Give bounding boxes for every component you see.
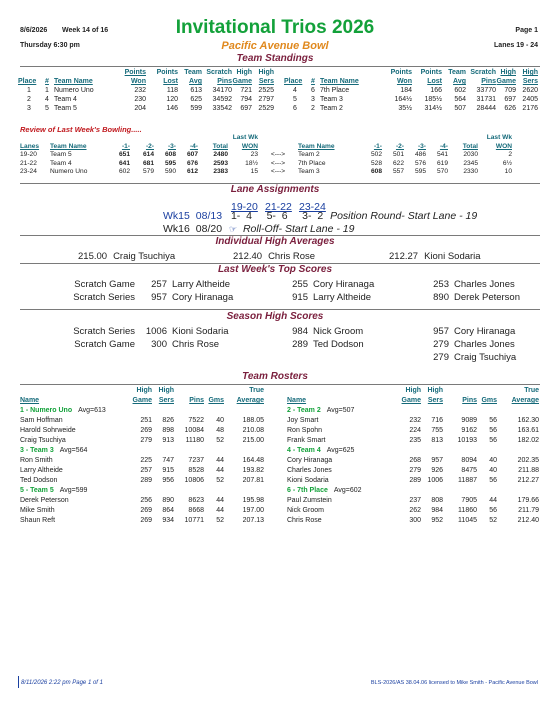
venue-name: Pacific Avenue Bowl xyxy=(221,40,329,52)
standings-heading: Team Standings xyxy=(236,53,314,64)
wk16-date: 08/20 xyxy=(195,223,223,235)
lane-link-19-20[interactable]: 19-20 xyxy=(231,201,258,213)
lane-link-21-22[interactable]: 21-22 xyxy=(265,201,292,213)
roster-row: Ron Spohn 224 755 9162 56 163.61 xyxy=(287,427,539,434)
col-place: Place xyxy=(18,78,37,85)
standings-row: 2 4 Team 4 230 120 625 34592 794 2797 xyxy=(27,96,274,103)
standings-right xyxy=(284,68,538,113)
wk16-note: Roll-Off- Start Lane - 19 xyxy=(242,223,355,235)
wk15-date: 08/13 xyxy=(195,210,223,222)
standings-table-left: Points Points Team Scratch High High Place # Team Name Won Lost Avg Pins Game Sers 1 1 Numero Uno 232 118 613 34170 721 2525 2 4 Team 4 230 120 625 34592 794 2797 3 5 Team 5 204 146 599 33542 697 2529 xyxy=(18,69,274,112)
rosters-heading: Team Rosters xyxy=(242,371,308,382)
col-team-name: Team Name xyxy=(54,78,93,85)
standings-row: 3 5 Team 5 204 146 599 33542 697 2529 xyxy=(27,105,274,112)
review-heading: Review of Last Week's Bowling..... xyxy=(20,125,142,134)
roster-row: Larry Altheide 257 915 8528 44 193.82 xyxy=(20,467,264,474)
week-label: Week 14 of 16 xyxy=(62,27,109,34)
roster-row: Mike Smith 269 864 8668 44 197.00 xyxy=(20,507,264,514)
roster-left xyxy=(20,386,264,526)
wk15-note: Position Round- Start Lane - 19 xyxy=(330,210,478,222)
standings-row: 5 3 Team 3 164½ 185½ 564 31731 697 2405 xyxy=(293,96,538,103)
score-row: Scratch Series 957 Cory Hiranaga 915 Larry Altheide 890 Derek Peterson xyxy=(73,292,521,303)
wk15-label: Wk15 xyxy=(163,210,190,222)
roster-row: Cory Hiranaga 268 957 8094 40 202.35 xyxy=(287,457,539,464)
divider xyxy=(20,309,540,310)
team-header: 1 - Numero Uno Avg=613 xyxy=(20,407,106,414)
individual-high-heading: Individual High Averages xyxy=(215,236,335,247)
standings-row: 4 6 7th Place 184 166 602 33770 709 2620 xyxy=(293,87,538,94)
pointing-hand-icon: ☞ xyxy=(228,224,238,234)
divider xyxy=(20,384,540,385)
team-header: 4 - Team 4 Avg=625 xyxy=(287,447,355,454)
roster-row: Craig Tsuchiya 279 913 11180 52 215.00 xyxy=(20,437,264,444)
roster-row: Ron Smith 225 747 7237 44 164.48 xyxy=(20,457,264,464)
review-row: 21-22 Team 4 641 681 595 676 2593 18½ <---> 7th Place 528 622 576 619 2345 6½ xyxy=(20,159,512,167)
score-row: 279 Craig Tsuchiya xyxy=(433,352,517,363)
printed-info: 8/11/2026 2:22 pm Page 1 of 1 xyxy=(21,680,103,686)
score-row: Scratch Game 257 Larry Altheide 255 Cory Hiranaga 253 Charles Jones xyxy=(74,279,515,290)
page-number: Page 1 xyxy=(515,27,538,34)
day-time: Thursday 6:30 pm xyxy=(20,42,80,49)
standings-left xyxy=(18,68,274,113)
license-info: BLS-2026/AS 38.04.06 licensed to Mike Smith - Pacific Avenue Bowl xyxy=(370,680,538,686)
roster-row: Ted Dodson 289 956 10806 52 207.81 xyxy=(20,477,264,484)
roster-row: Nick Groom 262 984 11860 56 211.79 xyxy=(287,507,539,514)
roster-row: Kioni Sodaria 289 1006 11887 56 212.27 xyxy=(287,477,539,484)
roster-row: Shaun Reft 269 934 10771 52 207.13 xyxy=(20,517,264,524)
roster-row: Sam Hoffman 251 826 7522 40 188.05 xyxy=(20,417,264,424)
report-title: Invitational Trios 2026 xyxy=(175,17,375,38)
roster-row: Paul Zumstein 237 808 7905 44 179.66 xyxy=(287,497,539,504)
team-header: 2 - Team 2 Avg=507 xyxy=(287,407,355,414)
standings-table-right: Points Points Team Scratch High High Place # Team Name Won Lost Avg Pins Game Sers 4 6 7th Place 184 166 602 33770 709 2620 5 3 Team 3 164½ 185½ 564 31731 697 2405 6 2 Team 2 35½ 314½ 507 28444 626 2176 xyxy=(284,69,538,112)
roster-row: Derek Peterson 256 890 8623 44 195.98 xyxy=(20,497,264,504)
review-row: 19-20 Team 5 651 614 608 607 2480 23 <---> Team 2 502 501 486 541 2030 2 xyxy=(20,151,512,158)
roster-row: Frank Smart 235 813 10193 56 182.02 xyxy=(287,437,539,444)
season-high-table xyxy=(20,325,516,364)
roster-table-left: High High True Name Game Sers Pins Gms Average 1 - Numero Uno Avg=613 Sam Hoffman 251 826 7522 40 188.05 Harold Sohrweide 269 898 10084 48 210.08 Craig Tsuchiya 279 913 11180 52 215.00 3 - Team 3 Avg=564 Ron Smith 225 747 7237 44 164.48 Larry Altheide 257 915 8528 44 193.82 Ted Dodson 289 956 10806 52 207.81 5 - Team 5 Avg=599 Derek Peterson 256 890 8623 44 195.98 Mike Smith 269 864 8668 44 197.00 Shaun Reft 269 934 10771 52 207.13 xyxy=(20,387,264,524)
roster-right xyxy=(287,386,539,526)
col-number: # xyxy=(45,78,49,85)
review-section xyxy=(20,134,512,177)
roster-row: Harold Sohrweide 269 898 10084 48 210.08 xyxy=(20,427,264,434)
top-scores-block xyxy=(20,278,520,304)
lane-link-23-24[interactable]: 23-24 xyxy=(299,201,326,213)
roster-row: Charles Jones 279 926 8475 40 211.88 xyxy=(287,467,539,474)
individual-high-item: 212.40 Chris Rose xyxy=(233,251,316,262)
report-date: 8/6/2026 xyxy=(20,27,48,34)
individual-high-item: 212.27 Kioni Sodaria xyxy=(389,251,481,262)
lanes-range: Lanes 19 - 24 xyxy=(494,42,538,49)
team-header: 6 - 7th Place Avg=602 xyxy=(287,487,362,494)
standings-row: 6 2 Team 2 35½ 314½ 507 28444 626 2176 xyxy=(293,105,538,112)
top-scores-heading: Last Week's Top Scores xyxy=(217,264,333,275)
season-high-heading: Season High Scores xyxy=(226,311,324,322)
wk15-row xyxy=(163,210,477,222)
season-high-block xyxy=(20,325,516,364)
assignments-heading: Lane Assignments xyxy=(230,184,320,195)
divider xyxy=(20,66,540,67)
wk16-label: Wk16 xyxy=(163,223,190,235)
roster-row: Joy Smart 232 716 9089 56 162.30 xyxy=(287,417,539,424)
team-header: 3 - Team 3 Avg=564 xyxy=(20,447,88,454)
team-header: 5 - Team 5 Avg=599 xyxy=(20,487,88,494)
roster-table-right: High High True Name Game Sers Pins Gms Average 2 - Team 2 Avg=507 Joy Smart 232 716 9089 56 162.30 Ron Spohn 224 755 9162 56 163.61 Frank Smart 235 813 10193 56 182.02 4 - Team 4 Avg=625 Cory Hiranaga 268 957 8094 40 202.35 Charles Jones 279 926 8475 40 211.88 Kioni Sodaria 289 1006 11887 56 212.27 6 - 7th Place Avg=602 Paul Zumstein 237 808 7905 44 179.66 Nick Groom 262 984 11860 56 211.79 Chris Rose 300 952 11045 52 212.40 xyxy=(287,387,539,524)
wk16-row xyxy=(163,223,354,235)
roster-row: Chris Rose 300 952 11045 52 212.40 xyxy=(287,517,539,524)
footer-marker xyxy=(18,676,19,688)
wk15-pairs: 1- 4 5- 6 3- 2 xyxy=(230,210,324,222)
top-scores-table xyxy=(20,278,520,304)
review-table: Last Wk Last Wk Lanes Team Name -1- -2- -3- -4- Total WON Team Name -1- -2- -3- -4- Total WON 19-20 Team 5 651 614 608 607 2480 23 <---> Team 2 502 501 486 541 2030 2 21-22 Team 4 641 681 595 676 2593 18½ <---> 7th Place 528 622 576 619 2345 6½ 23-24 Numero Uno 602 579 590 612 2383 15 <---> Team 3 608 557 595 570 2330 10 xyxy=(20,134,512,175)
individual-high-item: 215.00 Craig Tsuchiya xyxy=(78,251,176,262)
score-row: Scratch Series 1006 Kioni Sodaria 984 Nick Groom 957 Cory Hiranaga xyxy=(73,326,516,337)
review-row: 23-24 Numero Uno 602 579 590 612 2383 15 <---> Team 3 608 557 595 570 2330 10 xyxy=(20,168,512,175)
score-row: Scratch Game 300 Chris Rose 289 Ted Dodson 279 Charles Jones xyxy=(74,339,515,350)
standings-row: 1 1 Numero Uno 232 118 613 34170 721 2525 xyxy=(27,87,274,94)
